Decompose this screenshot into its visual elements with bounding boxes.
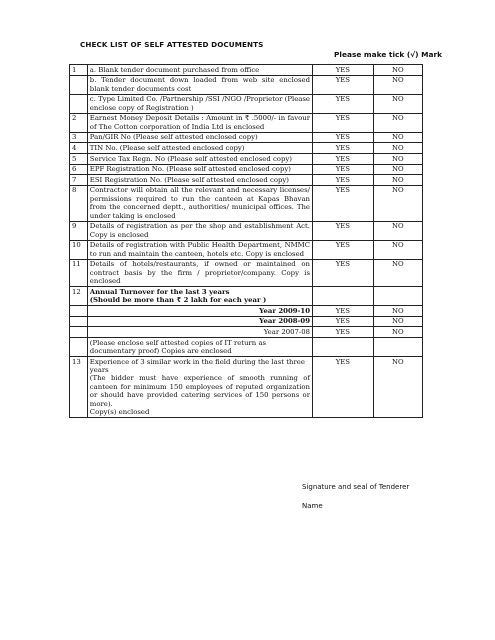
row-description: b. Tender document down loaded from web site enclosed blank tender documents cost — [87, 75, 312, 94]
no-option[interactable]: NO — [373, 327, 422, 338]
yes-option[interactable]: YES — [313, 357, 374, 418]
row-description: EPF Registration No. (Please self attested enclosed copy) — [87, 164, 312, 175]
row-description: c. Type Limited Co. /Partnership /SSI /NGO /Proprietor (Please enclose copy of Registration ) — [87, 94, 312, 113]
yes-option[interactable]: YES — [313, 143, 374, 154]
turnover-note: (Please enclose self attested copies of IT return as documentary proof) Copies are enclosed — [87, 338, 312, 357]
row-number: 2 — [70, 113, 88, 132]
row-number: 5 — [70, 153, 88, 164]
table-row — [70, 316, 423, 327]
yes-option[interactable]: YES — [313, 132, 374, 143]
yes-option[interactable]: YES — [313, 94, 374, 113]
row-number: 3 — [70, 132, 88, 143]
row-number: 9 — [70, 221, 88, 240]
row-number: 7 — [70, 175, 88, 186]
no-option[interactable]: NO — [373, 306, 422, 317]
yes-option[interactable]: YES — [313, 113, 374, 132]
experience-requirement: (The bidder must have experience of smooth running of canteen for minimum 150 employees of reputed organization or should have provided catering services of 150 persons or more). — [89, 374, 310, 408]
experience-text: Experience of 3 similar work in the field during the last three years — [89, 357, 305, 375]
table-row — [70, 75, 423, 94]
checklist-rows — [70, 65, 423, 287]
row-description: Contractor will obtain all the relevant and necessary licenses/ permissions required to run the canteen at Kapas Bhavan from the concerned deptt., authorities/ municipal offices. The under taking is enclosed — [87, 185, 312, 221]
table-row — [70, 240, 423, 259]
table-row — [70, 65, 423, 76]
yes-option[interactable]: YES — [313, 65, 374, 76]
row-number — [70, 75, 88, 94]
table-row — [70, 306, 423, 317]
year-label: Year 2008-09 — [87, 316, 312, 327]
yes-option[interactable]: YES — [313, 164, 374, 175]
table-row — [70, 287, 423, 306]
no-option[interactable]: NO — [373, 75, 422, 94]
table-row — [70, 259, 423, 286]
no-option[interactable]: NO — [373, 164, 422, 175]
table-row — [70, 338, 423, 357]
no-option[interactable]: NO — [373, 143, 422, 154]
experience-enclosure: Copy(s) enclosed — [89, 408, 150, 417]
table-row — [70, 143, 423, 154]
no-option[interactable]: NO — [373, 113, 422, 132]
table-row — [70, 221, 423, 240]
table-row — [70, 357, 423, 418]
checklist-table — [69, 64, 423, 418]
row-description: a. Blank tender document purchased from office — [87, 65, 312, 76]
row-number: 4 — [70, 143, 88, 154]
no-option[interactable]: NO — [373, 221, 422, 240]
yes-option[interactable]: YES — [313, 259, 374, 286]
row-description: Earnest Money Deposit Details : Amount in ₹ .5000/- in favour of The Cotton corporation of India Ltd is enclosed — [87, 113, 312, 132]
no-option[interactable]: NO — [373, 185, 422, 221]
yes-option[interactable]: YES — [313, 327, 374, 338]
turnover-requirement: (Should be more than ₹ 2 lakh for each year ) — [89, 296, 267, 305]
page-title: CHECK LIST OF SELF ATTESTED DOCUMENTS — [80, 40, 264, 49]
row-number — [70, 94, 88, 113]
table-row — [70, 113, 423, 132]
table-row — [70, 175, 423, 186]
no-option[interactable]: NO — [373, 357, 422, 418]
row-number: 10 — [70, 240, 88, 259]
row-description: Details of registration as per the shop and establishment Act. Copy is enclosed — [87, 221, 312, 240]
row-description: Details of registration with Public Health Department, NMMC to run and maintain the canteen, hotels etc. Copy is enclosed — [87, 240, 312, 259]
no-option[interactable]: NO — [373, 240, 422, 259]
signature-label: Signature and seal of Tenderer — [302, 483, 410, 491]
row-description: Details of hotels/restaurants, if owned or maintained on contract basis by the firm / proprietor/company. Copy is enclosed — [87, 259, 312, 286]
yes-option[interactable]: YES — [313, 75, 374, 94]
no-option[interactable]: NO — [373, 153, 422, 164]
table-row — [70, 132, 423, 143]
row-number: 13 — [70, 357, 88, 418]
yes-option[interactable]: YES — [313, 153, 374, 164]
row-number: 12 — [70, 287, 88, 306]
yes-option[interactable]: YES — [313, 175, 374, 186]
table-row — [70, 94, 423, 113]
no-option[interactable]: NO — [373, 316, 422, 327]
row-description: Service Tax Regn. No (Please self attested enclosed copy) — [87, 153, 312, 164]
turnover-title — [87, 287, 312, 306]
row-description: ESI Registration No. (Please self attested enclosed copy) — [87, 175, 312, 186]
yes-option[interactable]: YES — [313, 316, 374, 327]
table-row — [70, 153, 423, 164]
turnover-heading: Annual Turnover for the last 3 years — [89, 287, 230, 296]
yes-option[interactable]: YES — [313, 240, 374, 259]
tick-instruction: Please make tick (√) Mark — [334, 50, 443, 59]
row-number: 8 — [70, 185, 88, 221]
yes-option[interactable]: YES — [313, 185, 374, 221]
table-row — [70, 185, 423, 221]
row-description: TIN No. (Please self attested enclosed copy) — [87, 143, 312, 154]
table-row — [70, 327, 423, 338]
year-label: Year 2007-08 — [87, 327, 312, 338]
yes-option[interactable]: YES — [313, 221, 374, 240]
year-label: Year 2009-10 — [87, 306, 312, 317]
no-option[interactable]: NO — [373, 94, 422, 113]
no-option[interactable]: NO — [373, 65, 422, 76]
yes-option[interactable]: YES — [313, 306, 374, 317]
row-number: 11 — [70, 259, 88, 286]
row-number: 6 — [70, 164, 88, 175]
no-option[interactable]: NO — [373, 259, 422, 286]
row-description: Pan/GIR No (Please self attested enclosed copy) — [87, 132, 312, 143]
table-row — [70, 164, 423, 175]
no-option[interactable]: NO — [373, 175, 422, 186]
turnover-section — [70, 287, 423, 418]
row-number: 1 — [70, 65, 88, 76]
no-option[interactable]: NO — [373, 132, 422, 143]
name-label: Name — [302, 502, 323, 510]
experience-description — [87, 357, 312, 418]
